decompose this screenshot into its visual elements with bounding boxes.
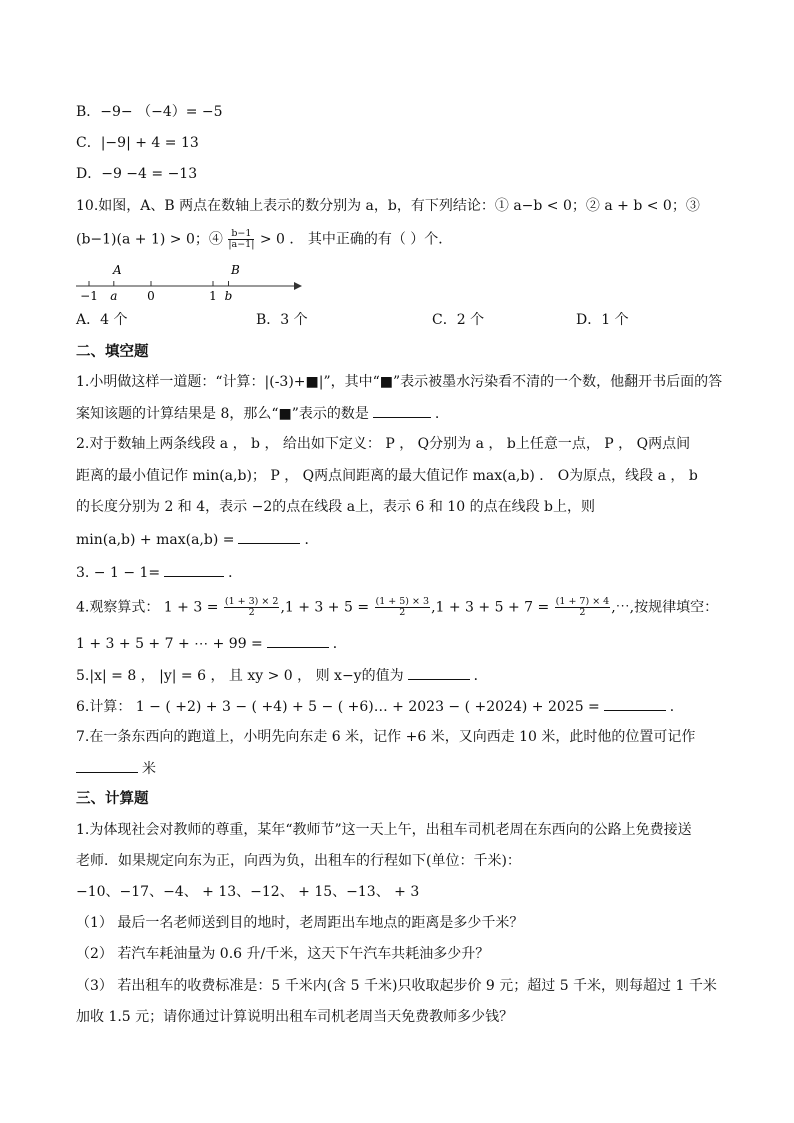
s2-q7-line1: 7.在一条东西向的跑道上，小明先向东走 6 米，记作 +6 米，又向西走 10 米，此时他的位置可记作 (76, 729, 696, 745)
q9-option-b: B．−9− （−4）= −5 (76, 104, 223, 120)
q10-option-d: D．1 个 (576, 312, 629, 328)
section-3-heading: 三、计算题 (76, 791, 149, 807)
s2-q1-text: 案知该题的计算结果是 8，那么“■”表示的数是 (76, 406, 369, 422)
s2-q3-text: 3. − 1 − 1= (76, 565, 161, 581)
q10-option-b: B．3 个 (256, 312, 308, 328)
q10-option-a: A．4 个 (76, 312, 128, 328)
q9-option-c: C．|−9| + 4 = 13 (76, 135, 199, 151)
s3-q1-line1: 1.为体现社会对教师的尊重，某年“教师节”这一天上午，出租车司机老周在东西向的公路上免费接送 (76, 822, 692, 838)
s2-q6 (76, 696, 734, 717)
q10-fraction (228, 229, 254, 250)
s3-sub2: （2） 若汽车耗油量为 0.6 升/千米，这天下午汽车共耗油多少升？ (76, 946, 490, 962)
s2-q3 (76, 562, 734, 583)
q10-stem-part-a: (b−1)(a + 1) > 0；④ (76, 231, 228, 248)
s2-q4-text-b: ,1 + 3 + 5 = (280, 599, 374, 616)
number-line-arrow (294, 282, 302, 290)
number-line-tick-label: b (224, 289, 233, 303)
s2-q5 (76, 665, 734, 686)
s2-q5-text: 5.|x| = 8 ， |y| = 6 ， 且 xy > 0 ， 则 x−y的值为 (76, 668, 404, 684)
answer-blank[interactable] (604, 696, 666, 711)
punct: ． (304, 532, 319, 548)
q9-option-d: D．−9 −4 = −13 (76, 166, 198, 182)
frac-num: (1 + 5) × 3 (375, 596, 430, 607)
answer-blank[interactable] (164, 562, 224, 577)
answer-blank[interactable] (373, 403, 431, 418)
number-line-tick-label: 1 (209, 289, 217, 303)
s3-sub1: （1） 最后一名老师送到目的地时，老周距出车地点的距离是多少千米？ (76, 915, 524, 931)
s2-q4-text-a: 4.观察算式： 1 + 3 = (76, 599, 223, 616)
q4-fraction-3 (555, 597, 611, 618)
punct: ． (332, 636, 347, 652)
s2-q2-expr: min(a,b) + max(a,b) = (76, 532, 235, 548)
frac-num: (1 + 7) × 4 (555, 596, 610, 607)
section-2-heading: 二、填空题 (76, 344, 149, 360)
answer-blank[interactable] (408, 665, 470, 680)
answer-blank[interactable] (76, 758, 138, 773)
s3-sub3-line2: 加收 1.5 元；请你通过计算说明出租车司机老周当天免费教师多少钱？ (76, 1009, 514, 1025)
unit-meter: 米 (142, 761, 156, 777)
number-line-figure (76, 262, 306, 304)
s3-q1-line2: 老师．如果规定向东为正，向西为负，出租车的行程如下(单位：千米)： (76, 853, 521, 869)
s2-q2-line1: 2.对于数轴上两条线段 a ， b ， 给出如下定义： P ， Q分别为 a ， b上任意一点， P ， Q两点间 (76, 436, 691, 452)
q4-fraction-2 (375, 597, 431, 618)
point-label-a: A (113, 263, 122, 277)
q10-frac-num: b−1 (228, 229, 254, 240)
s2-q6-text: 6.计算： 1 − ( +2) + 3 − ( +4) + 5 − ( +6)… + 2023 − ( +2024) + 2025 = (76, 699, 600, 715)
punct: . (434, 406, 440, 422)
number-line-tick-label: 0 (147, 289, 155, 303)
s2-q4-line1 (76, 597, 734, 618)
s2-q2-line4 (76, 529, 734, 550)
number-line-tick-label: −1 (80, 289, 98, 303)
punct: ． (228, 565, 243, 581)
s2-q1-line2 (76, 403, 734, 424)
number-line-tick-label: a (110, 289, 118, 303)
q10-stem-line1: 10.如图，A、B 两点在数轴上表示的数分别为 a，b，有下列结论：① a−b < 0；② a + b < 0；③ (76, 198, 700, 214)
punct: ． (473, 668, 488, 684)
point-label-b: B (231, 263, 240, 277)
s3-sub3-line1: （3） 若出租车的收费标准是：5 千米内(含 5 千米)只收取起步价 9 元；超过 5 千米，则每超过 1 千米 (76, 978, 717, 994)
q4-fraction-1 (224, 597, 280, 618)
s2-q2-line3: 的长度分别为 2 和 4，表示 −2的点在线段 a上，表示 6 和 10 的点在线段 b上，则 (76, 499, 595, 515)
frac-num: (1 + 3) × 2 (224, 596, 279, 607)
frac-den: 2 (579, 607, 586, 618)
s2-q2-line2: 距离的最小值记作 min(a,b)； P ， Q两点间距离的最大值记作 max(a,b) ． O为原点，线段 a ， b (76, 468, 698, 484)
answer-blank[interactable] (267, 633, 329, 648)
q10-stem-part-b: > 0 ． 其中正确的有（ ）个． (255, 231, 453, 248)
s2-q7-line2 (76, 758, 734, 779)
q10-frac-den: |a−1| (228, 239, 255, 250)
s2-q1-line1: 1.小明做这样一道题：“计算：|(-3)+■|”，其中“■”表示被墨水污染看不清的一个数，他翻开书后面的答 (76, 374, 723, 390)
s2-q4-text-d: ,⋯,按规律填空： (611, 599, 719, 616)
punct: ． (669, 699, 684, 715)
q10-stem-line2 (76, 229, 734, 250)
frac-den: 2 (248, 607, 255, 618)
q10-option-c: C．2 个 (432, 312, 485, 328)
s2-q4-text-c: ,1 + 3 + 5 + 7 = (431, 599, 554, 616)
s2-q4-expr: 1 + 3 + 5 + 7 + ⋯ + 99 = (76, 636, 263, 652)
s2-q4-line2 (76, 633, 734, 654)
s3-q1-data: −10、−17、−4、 + 13、−12、 + 15、−13、 + 3 (76, 884, 420, 900)
frac-den: 2 (399, 607, 406, 618)
answer-blank[interactable] (238, 529, 300, 544)
